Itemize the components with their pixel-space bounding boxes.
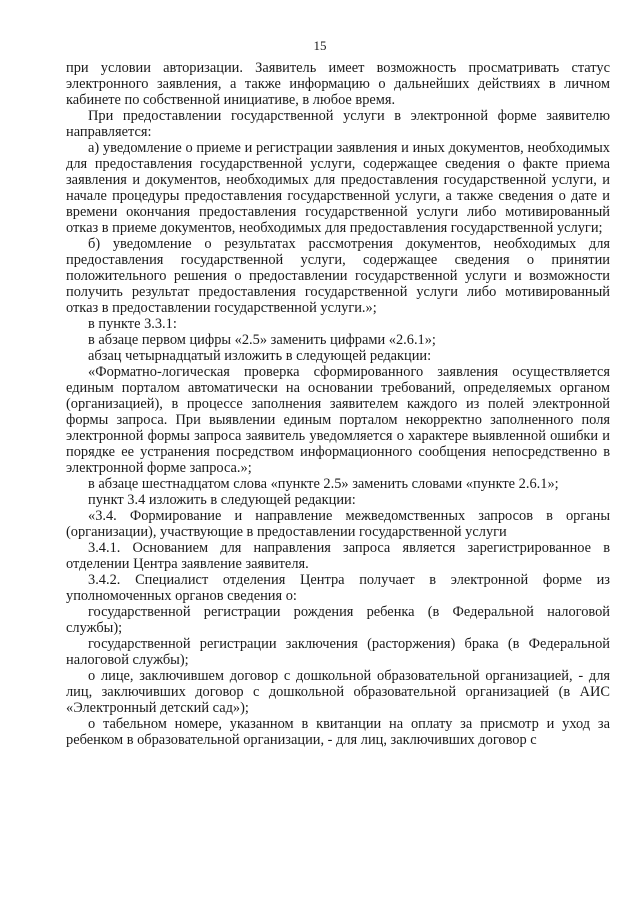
paragraph: о лице, заключившем договор с дошкольной образовательной организацией, - для лиц, заключивших договор с дошкольной образовательной организацией (в АИС «Электронный детский сад»);: [66, 668, 610, 716]
paragraph: в пункте 3.3.1:: [88, 316, 177, 332]
paragraph: государственной регистрации заключения (расторжения) брака (в Федеральной налоговой службы);: [66, 636, 610, 668]
paragraph: абзац четырнадцатый изложить в следующей редакции:: [88, 348, 432, 364]
document-body: [66, 60, 610, 748]
paragraph: При предоставлении государственной услуги в электронной форме заявителю направляется:: [66, 108, 610, 140]
paragraph: государственной регистрации рождения ребенка (в Федеральной налоговой службы);: [66, 604, 610, 636]
page-number: 15: [313, 38, 327, 53]
paragraph: о табельном номере, указанном в квитанции на оплату за присмотр и уход за ребенком в образовательной организации, - для лиц, заключивших договор с: [66, 716, 610, 748]
paragraph: 3.4.2. Специалист отделения Центра получает в электронной форме из уполномоченных органов сведения о:: [66, 572, 610, 604]
paragraph: 3.4.1. Основанием для направления запроса является зарегистрированное в отделении Центра заявление заявителя.: [66, 540, 610, 572]
paragraph: б) уведомление о результатах рассмотрения документов, необходимых для предоставления государственной услуги, содержащее сведения о принятии положительного решения о предоставлении государственной услуги и возможности получить результат предоставления государственной услуги либо мотивированный отказ в предоставлении государственной услуги.»;: [66, 236, 610, 316]
paragraph: при условии авторизации. Заявитель имеет возможность просматривать статус электронного заявления, а также информацию о дальнейших действиях в личном кабинете по собственной инициативе, в любое время.: [66, 60, 610, 108]
paragraph: пункт 3.4 изложить в следующей редакции:: [88, 492, 356, 508]
paragraph: а) уведомление о приеме и регистрации заявления и иных документов, необходимых для предоставления государственной услуги, содержащее сведения о факте приема заявления и документов, необходимых для предоставления государственной услуги, и начале процедуры предоставления государственной услуги, а также сведения о дате и времени окончания предоставления государственной услуги либо мотивированный отказ в приеме документов, необходимых для предоставления государственной услуги;: [66, 140, 610, 236]
paragraph: «Форматно-логическая проверка сформированного заявления осуществляется единым порталом автоматически на основании требований, определяемых органом (организацией), в процессе заполнения заявителем каждого из полей электронной формы запроса. При выявлении единым порталом некорректно заполненного поля электронной формы запроса заявитель уведомляется о характере выявленной ошибки и порядке ее устранения посредством информационного сообщения непосредственно в электронной форме запроса.»;: [66, 364, 610, 476]
paragraph: в абзаце первом цифры «2.5» заменить цифрами «2.6.1»;: [88, 332, 436, 348]
paragraph: в абзаце шестнадцатом слова «пункте 2.5» заменить словами «пункте 2.6.1»;: [88, 476, 559, 492]
paragraph: «3.4. Формирование и направление межведомственных запросов в органы (организации), участвующие в предоставлении государственной услуги: [66, 508, 610, 540]
